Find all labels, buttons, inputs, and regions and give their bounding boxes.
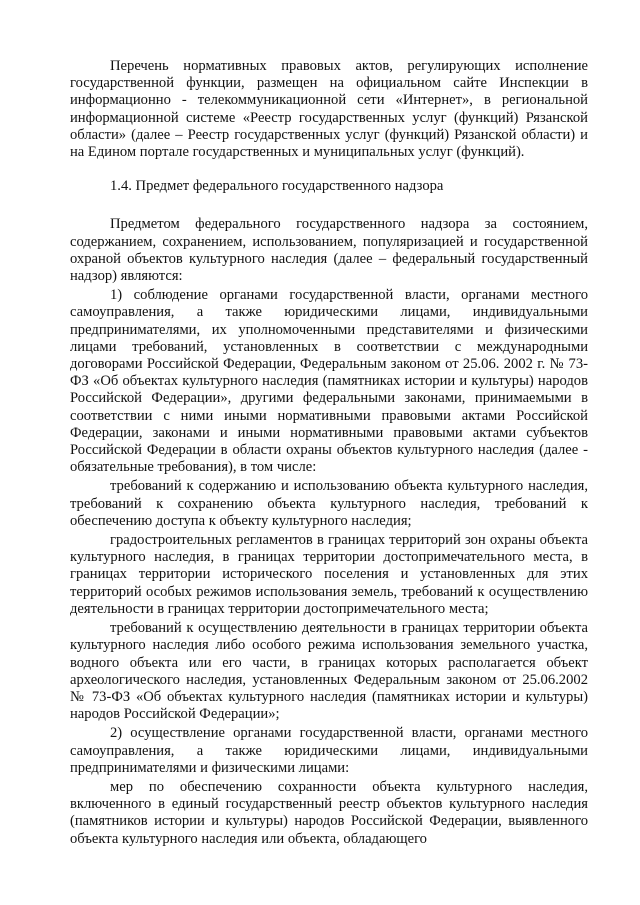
- paragraph-maintenance-requirements: требований к содержанию и использованию объекта культурного наследия, требований к сохранению объекта культурного наследия, требований к обеспечению доступа к объекту культурного наследия;: [70, 478, 588, 529]
- paragraph-normative-acts: Перечень нормативных правовых актов, регулирующих исполнение государственной функции, размещен на официальном сайте Инспекции в информационно - телекоммуникационной сети «Интернет», в региональной информационной системе «Реестр государственных услуг (функций) Рязанской области» (далее – Реестр государственных услуг (функций) Рязанской области) и на Едином портале государственных и муниципальных услуг (функций).: [70, 58, 588, 161]
- paragraph-urban-regulations: градостроительных регламентов в границах территорий зон охраны объекта культурного наследия, в границах территории достопримечательного места, в границах территории исторического поселения и установленных для этих территорий особых режимов использования земель, требований к осуществлению деятельности в границах территории достопримечательного места;: [70, 532, 588, 617]
- paragraph-activity-requirements: требований к осуществлению деятельности в границах территории объекта культурного наследия либо особого режима использования земельного участка, водного объекта или его части, в границах которых располагается объект археологического наследия, установленных Федеральным законом от 25.06.2002 № 73-ФЗ «Об объектах культурного наследия (памятниках истории и культуры) народов Российской Федерации»;: [70, 620, 588, 723]
- paragraph-subject-definition: Предметом федерального государственного надзора за состоянием, содержанием, сохранением, использованием, популяризацией и государственной охраной объектов культурного наследия (далее – федеральный государственный надзор) являются:: [70, 216, 588, 285]
- paragraph-item-2: 2) осуществление органами государственной власти, органами местного самоуправления, а также юридическими лицами, индивидуальными предпринимателями и физическими лицами:: [70, 725, 588, 776]
- paragraph-preservation-measures: мер по обеспечению сохранности объекта культурного наследия, включенного в единый государственный реестр объектов культурного наследия (памятников истории и культуры) народов Российской Федерации, выявленного объекта культурного наследия или объекта, обладающего: [70, 778, 588, 847]
- section-heading: 1.4. Предмет федерального государственного надзора: [110, 178, 444, 195]
- paragraph-item-1: 1) соблюдение органами государственной власти, органами местного самоуправления, а также юридическими лицами, индивидуальными предпринимателями, их уполномоченными представителями и физическими лицами требований, установленных в соответствии с международными договорами Российской Федерации, Федеральным законом от 25.06. 2002 г. № 73-ФЗ «Об объектах культурного наследия (памятниках истории и культуры) народов Российской Федерации», другими федеральными законами, принимаемыми в соответствии с ними иными нормативными правовыми актами Российской Федерации, законами и иными нормативными правовыми актами субъектов Российской Федерации в области охраны объектов культурного наследия (далее - обязательные требования), в том числе:: [70, 287, 588, 476]
